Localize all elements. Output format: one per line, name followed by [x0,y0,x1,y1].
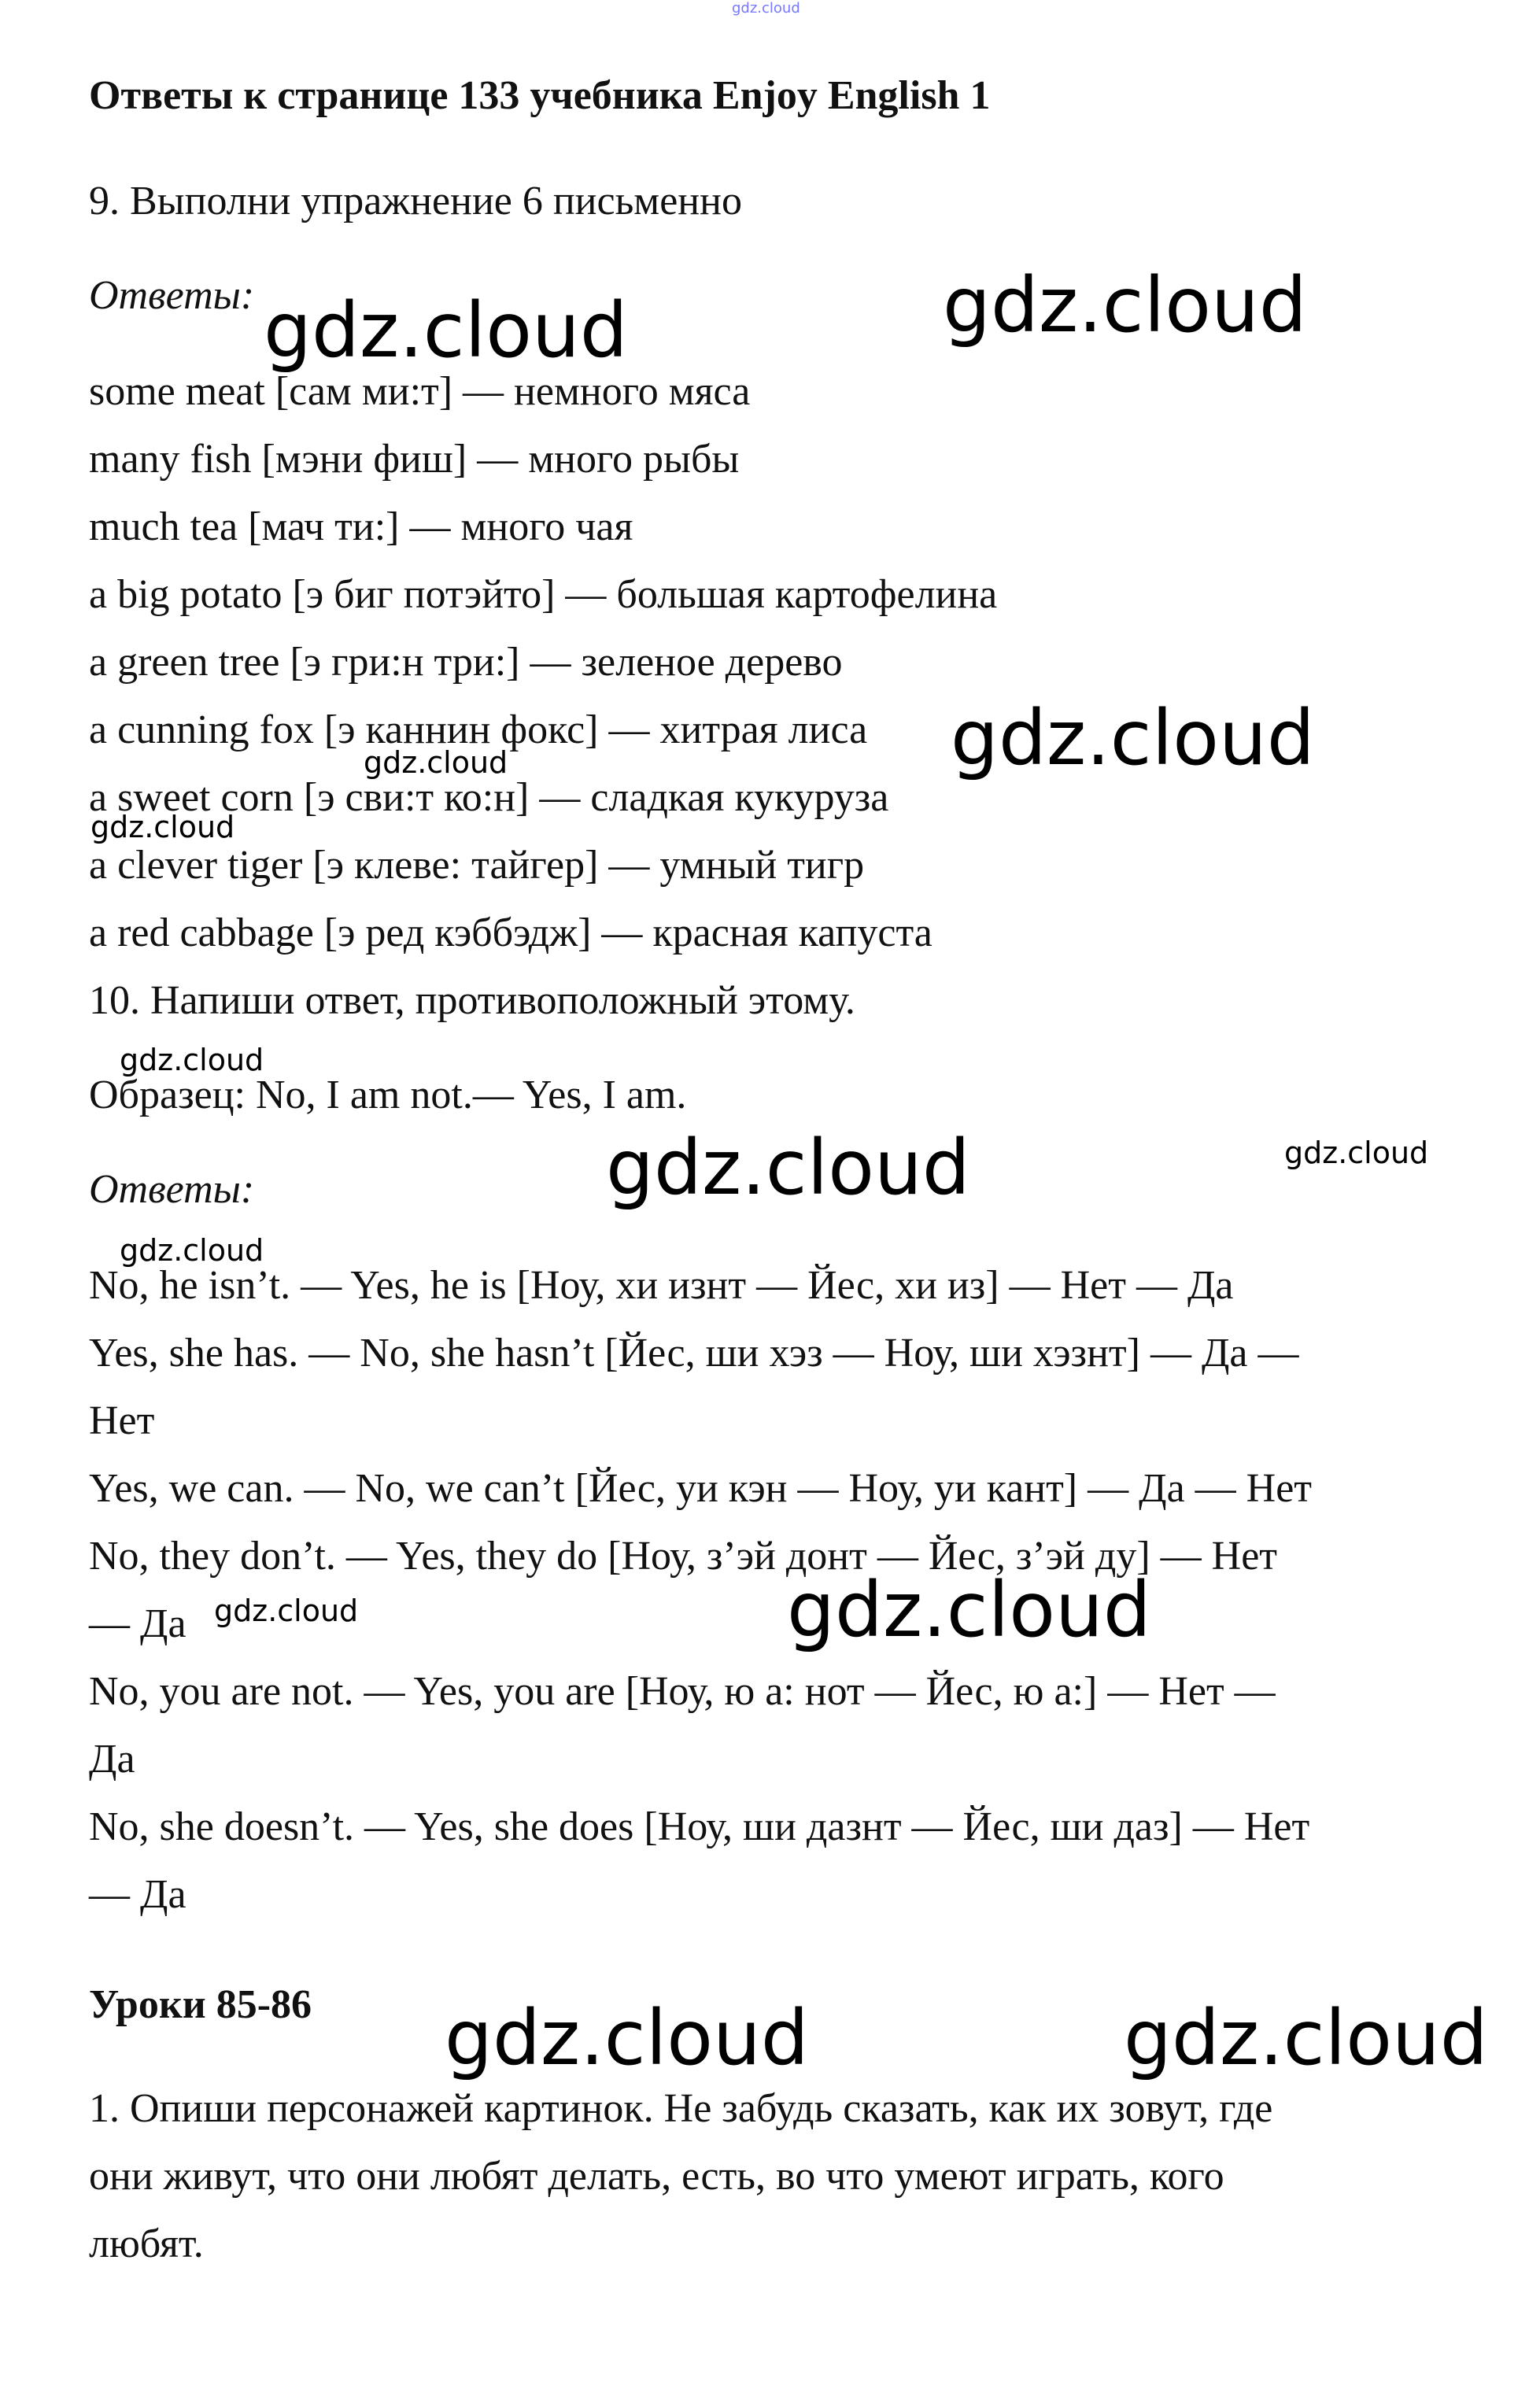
task-line: любят. [89,2221,204,2266]
answer-line: Yes, she has. — No, she hasn’t [Йес, ши хэз — Ноу, ши хэзнт] — Да — [89,1331,1299,1376]
task10-sample: Образец: No, I am not.— Yes, I am. [89,1073,687,1117]
task-line: они живут, что они любят делать, есть, во что умеют играть, кого [89,2154,1224,2199]
task-line: 1. Опиши персонажей картинок. Не забудь сказать, как их зовут, где [89,2086,1273,2131]
answer-line: Да [89,1737,135,1782]
answer-line: Yes, we can. — No, we can’t [Йес, уи кэн — Ноу, уи кант] — Да — Нет [89,1466,1313,1511]
answer-line: No, they don’t. — Yes, they do [Ноу, з’эй донт — Йес, з’эй ду] — Нет [89,1534,1278,1579]
task9-answers-label: Ответы: [89,273,255,318]
answer-line: a clever tiger [э клеве: тайгер] — умный тигр [89,843,865,888]
answer-line: No, she doesn’t. — Yes, she does [Ноу, ши дазнт — Йес, ши даз] — Нет [89,1804,1310,1849]
answer-line: No, you are not. — Yes, you are [Ноу, ю а: нот — Йес, ю а:] — Нет — [89,1669,1276,1714]
answer-line: a cunning fox [э каннин фокс] — хитрая лиса [89,707,868,752]
task9-heading: 9. Выполни упражнение 6 письменно [89,179,742,223]
answer-line: — Да [89,1601,186,1646]
watermark: gdz.cloud [787,1566,1151,1654]
watermark: gdz.cloud [214,1593,359,1628]
watermark: gdz.cloud [120,1043,264,1077]
answer-line: a big potato [э биг потэйто] — большая картофелина [89,572,998,617]
answer-line: a green tree [э гри:н три:] — зеленое дерево [89,640,843,685]
watermark: gdz.cloud [943,261,1307,349]
answer-line: much tea [мач ти:] — много чая [89,504,633,549]
watermark: gdz.cloud [120,1233,264,1268]
answer-line: some meat [сам ми:т] — немного мяса [89,369,751,414]
watermark: gdz.cloud [90,810,235,844]
page-title: Ответы к странице 133 учебника Enjoy English 1 [89,73,991,118]
answer-line: many fish [мэни фиш] — много рыбы [89,437,740,482]
watermark: gdz.cloud [445,1994,809,2082]
watermark: gdz.cloud [264,286,628,375]
answer-line: Нет [89,1398,155,1443]
answer-line: a red cabbage [э ред кэббэдж] — красная капуста [89,910,932,955]
answer-line: — Да [89,1872,186,1917]
top-watermark: gdz.cloud [732,0,800,17]
task10-heading: 10. Напиши ответ, противоположный этому. [89,978,855,1023]
watermark: gdz.cloud [1284,1136,1429,1170]
watermark: gdz.cloud [364,745,508,780]
answer-line: No, he isn’t. — Yes, he is [Ноу, хи изнт — Йес, хи из] — Нет — Да [89,1263,1234,1308]
watermark: gdz.cloud [1124,1994,1488,2082]
answer-line: a sweet corn [э сви:т ко:н] — сладкая кукуруза [89,775,889,820]
watermark: gdz.cloud [606,1124,970,1212]
task10-answers-label: Ответы: [89,1167,255,1212]
watermark: gdz.cloud [951,694,1315,782]
lessons-heading: Уроки 85-86 [89,1982,312,2027]
